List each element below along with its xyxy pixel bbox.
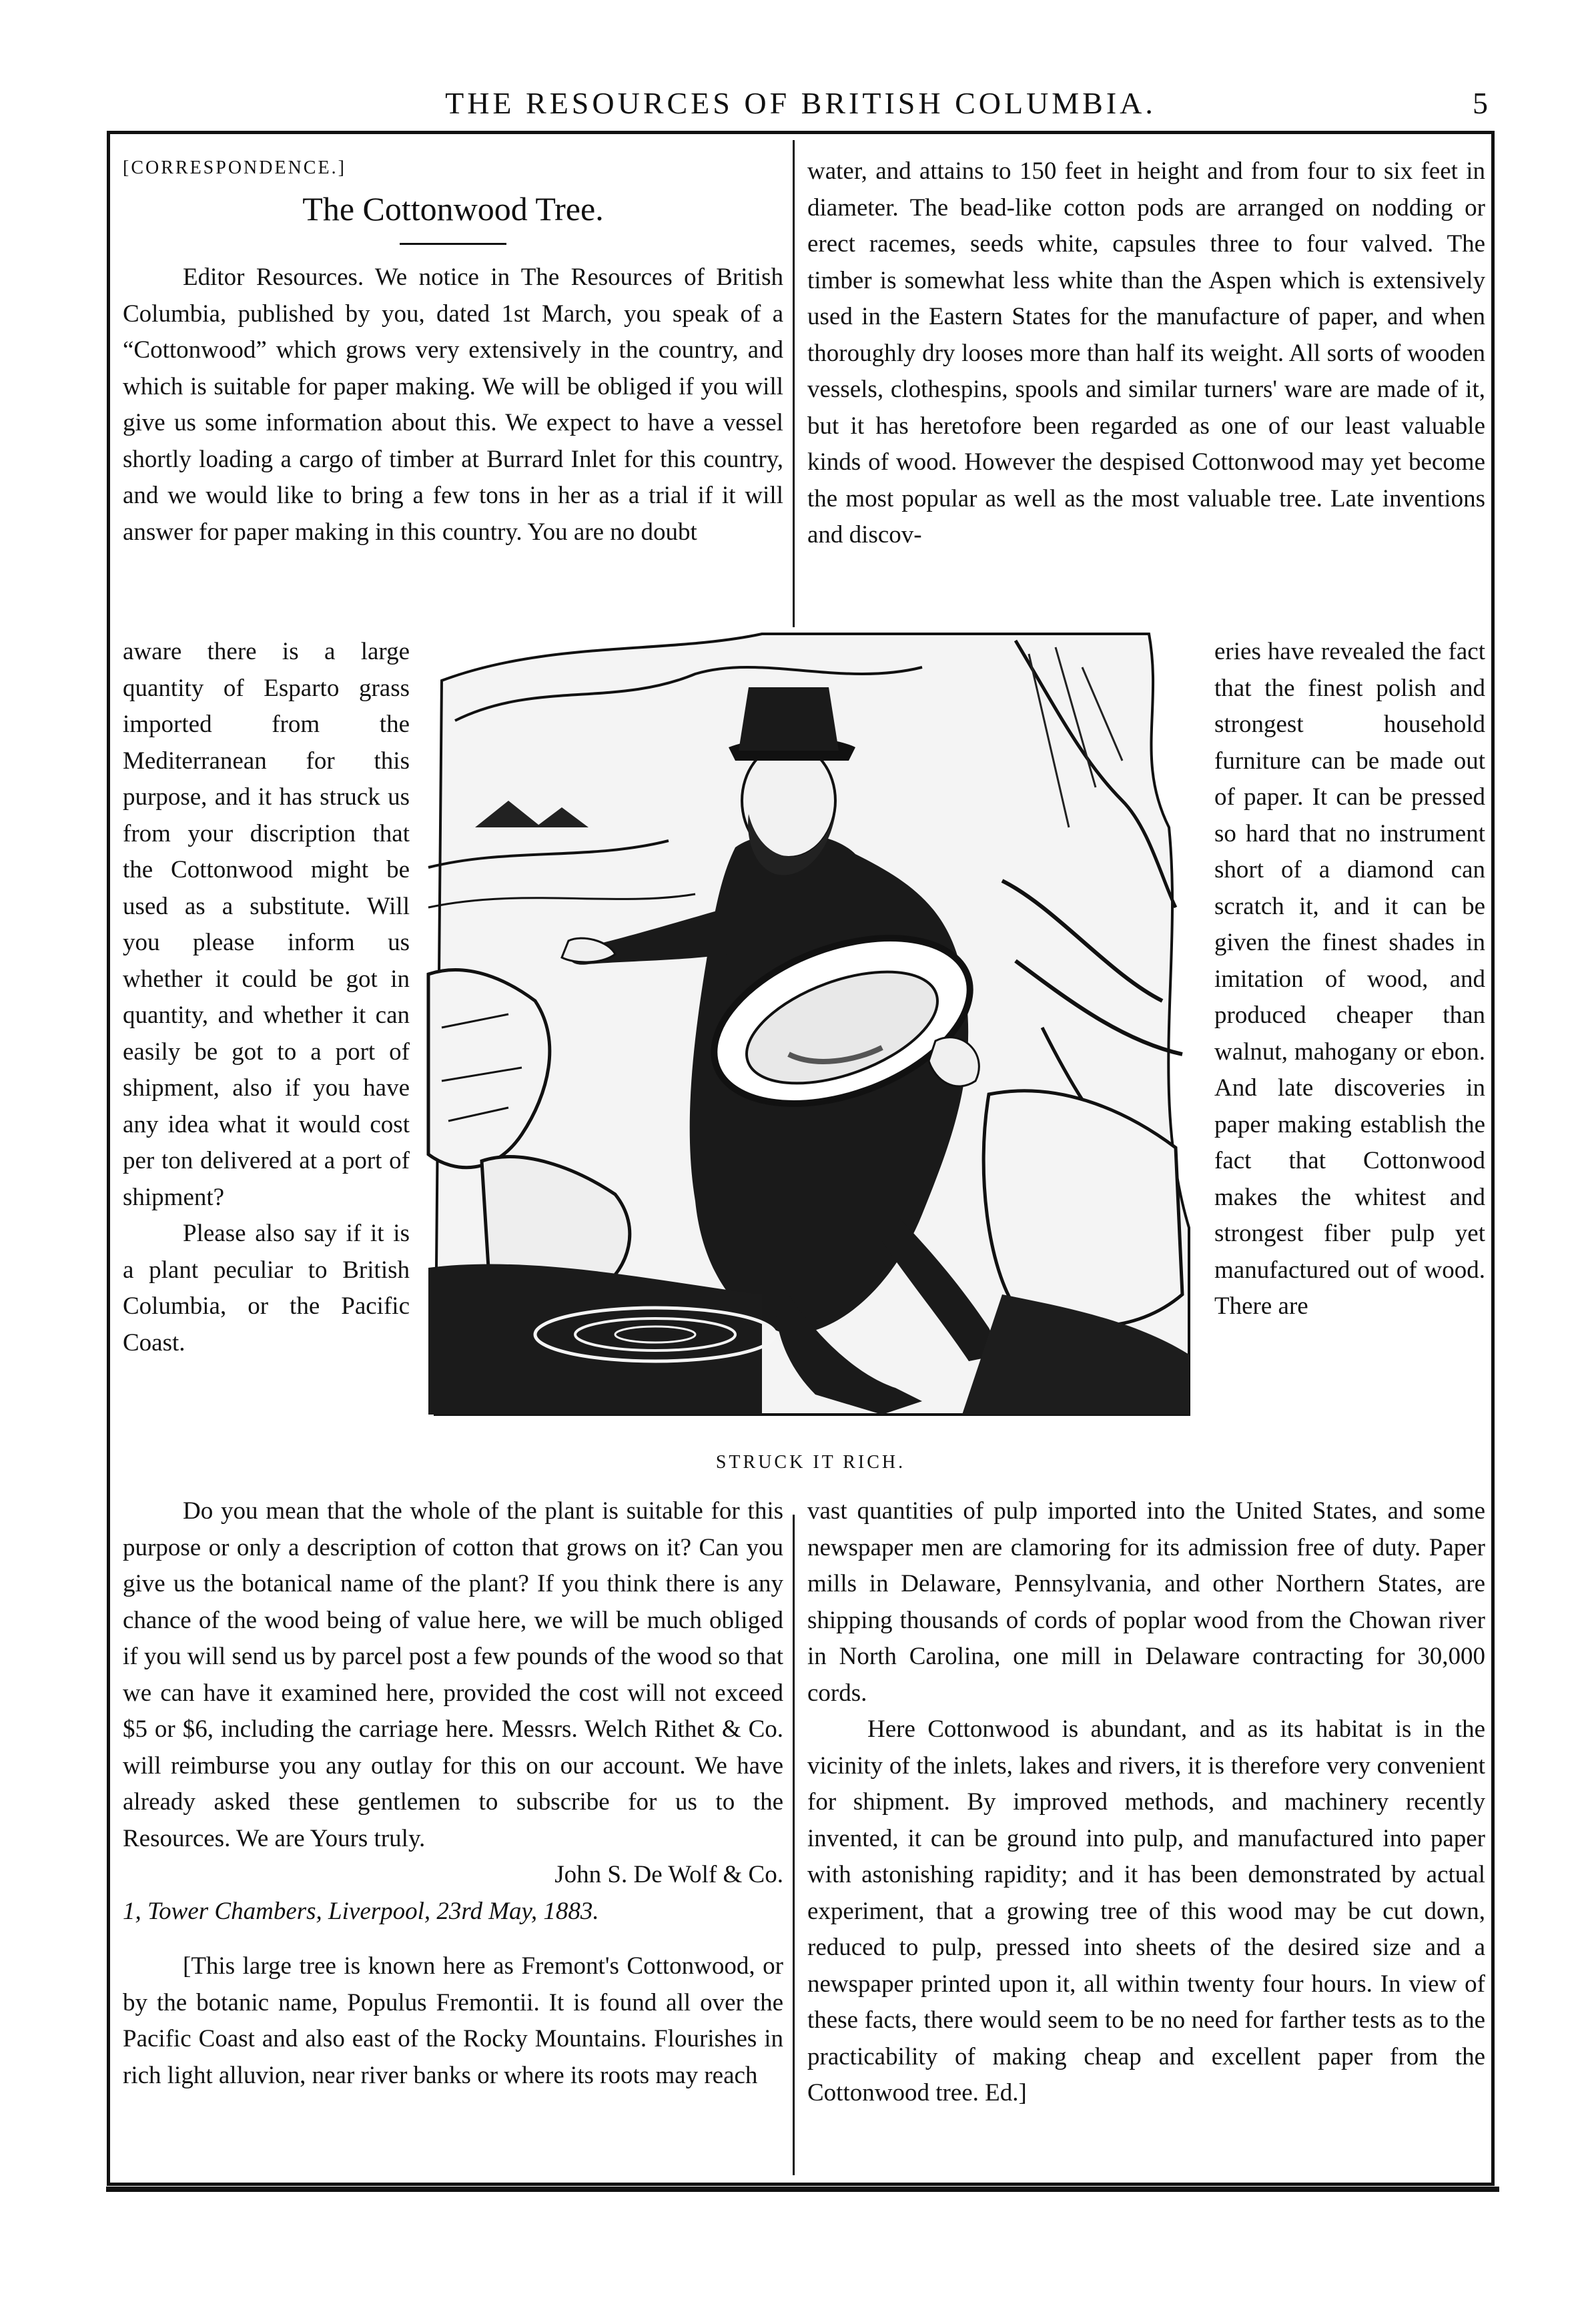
letter-signature: John S. De Wolf & Co. bbox=[554, 1861, 783, 1888]
editor-paragraph: Here Cottonwood is abundant, and as its habitat is in the vicinity of the inlets, lakes and rivers, it is therefore very convenient for shipment. By improved methods, and machinery recently invented, it can be ground into pulp, and manufactured into paper with astonishing rapidity; and it has been demonstrated by actual experiment, that a growing tree of this wood may be cut down, reduced to pulp, pressed into sheets of the desired size and a newspaper printed upon it, all within twenty four hours. In view of these facts, there would seem to be no need for farther tests as to the practicability of making cheap and excellent paper from the Cottonwood tree. Ed.] bbox=[807, 1715, 1485, 2106]
gold-panning-illustration bbox=[415, 627, 1206, 1445]
page-header bbox=[113, 85, 1488, 125]
column-divider-bottom bbox=[793, 1515, 795, 2175]
letter-address: 1, Tower Chambers, Liverpool, 23rd May, 1883. bbox=[123, 1897, 599, 1925]
title-rule bbox=[400, 243, 506, 245]
letter-paragraph: Do you mean that the whole of the plant is suitable for this purpose or only a description of cotton that grows on it? Can you give us the botanical name of the plant? If you think there is any chance of the wood being of value here, we will be much obliged if you will send us by parcel post a few pounds of the wood so that we can have it examined here, provided the cost will not exceed $5 or $6, including the carriage here. Messrs. Welch Rithet & Co. will reimburse you any outlay for this on our account. We have already asked these gentlemen to subscribe for us to the Resources. We are Yours truly. bbox=[123, 1497, 783, 1852]
editor-note: [This large tree is known here as Fremont's Cottonwood, or by the botanic name, Populus Fremontii. It is found all over the Pacific Coast and also east of the Rocky Mountains. Flourishes in rich light alluvion, near river banks or where its roots may reach bbox=[123, 1952, 783, 2089]
letter-paragraph: Editor Resources. We notice in The Resources of British Columbia, published by you, dated 1st March, you speak of a “Cottonwood” which grows very extensively in the country, and which is suitable for paper making. We will be obliged if you will give us some information about this. We expect to have a vessel shortly loading a cargo of timber at Burrard Inlet for this country, and we would like to bring a few tons in her as a trial if it will answer for paper making in this country. You are no doubt bbox=[123, 264, 783, 546]
spacer bbox=[123, 1930, 783, 1948]
right-column-bottom bbox=[807, 1493, 1485, 2112]
right-column-top bbox=[807, 153, 1485, 554]
right-narrow-column bbox=[1214, 634, 1485, 1325]
editor-paragraph: water, and attains to 150 feet in height and from four to six feet in diameter. The bead-like cotton pods are arranged on nodding or erect racemes, seeds white, capsules three to four valved. The timber is somewhat less white than the Aspen which is extensively used in the Eastern States for the manufacture of paper, and when thoroughly dry looses more than half its weight. All sorts of wooden vessels, clothespins, spools and similar turners' ware are made of it, but it has heretofore been regarded as one of our least valuable kinds of wood. However the despised Cottonwood may yet become the most popular as well as the most valuable tree. Late inventions and discov- bbox=[807, 157, 1485, 548]
article-title: The Cottonwood Tree. bbox=[302, 190, 604, 228]
letter-paragraph: Please also say if it is a plant peculiar to British Columbia, or the Pacific Coast. bbox=[123, 1220, 410, 1357]
publication-title: THE RESOURCES OF BRITISH COLUMBIA. bbox=[445, 86, 1156, 120]
illustration-caption: STRUCK IT RICH. bbox=[715, 1452, 906, 1473]
editor-paragraph: vast quantities of pulp imported into the United States, and some newspaper men are clamoring for its admission free of duty. Paper mills in Delaware, Pennsylvania, and other Northern States, are shipping thousands of cords of poplar wood from the Chowan river in North Carolina, one mill in Delaware contracting for 30,000 cords. bbox=[807, 1497, 1485, 1707]
left-column-top bbox=[123, 153, 783, 550]
left-narrow-column bbox=[123, 634, 410, 1361]
column-divider-top bbox=[793, 140, 795, 654]
editor-paragraph: eries have revealed the fact that the finest polish and strongest household furniture can be made out of paper. It can be pressed so hard that no instrument short of a diamond can scratch it, and it can be given the finest shades in imitation of wood, and produced cheaper than walnut, mahogany or ebon. And late discoveries in paper making establish the fact that Cottonwood makes the whitest and strongest fiber pulp yet manufactured out of wood. There are bbox=[1214, 638, 1485, 1320]
left-column-bottom bbox=[123, 1493, 783, 2094]
letter-paragraph: aware there is a large quantity of Esparto grass imported from the Mediterranean for this purpose, and it has struck us from your discription that the Cottonwood might be used as a substitute. Will you please inform us whether it could be got in quantity, and whether it can easily be got to a port of shipment, also if you have any idea what it would cost per ton delivered at a port of shipment? bbox=[123, 638, 410, 1211]
page-number: 5 bbox=[1473, 86, 1488, 120]
section-tag: [CORRESPONDENCE.] bbox=[123, 157, 346, 178]
